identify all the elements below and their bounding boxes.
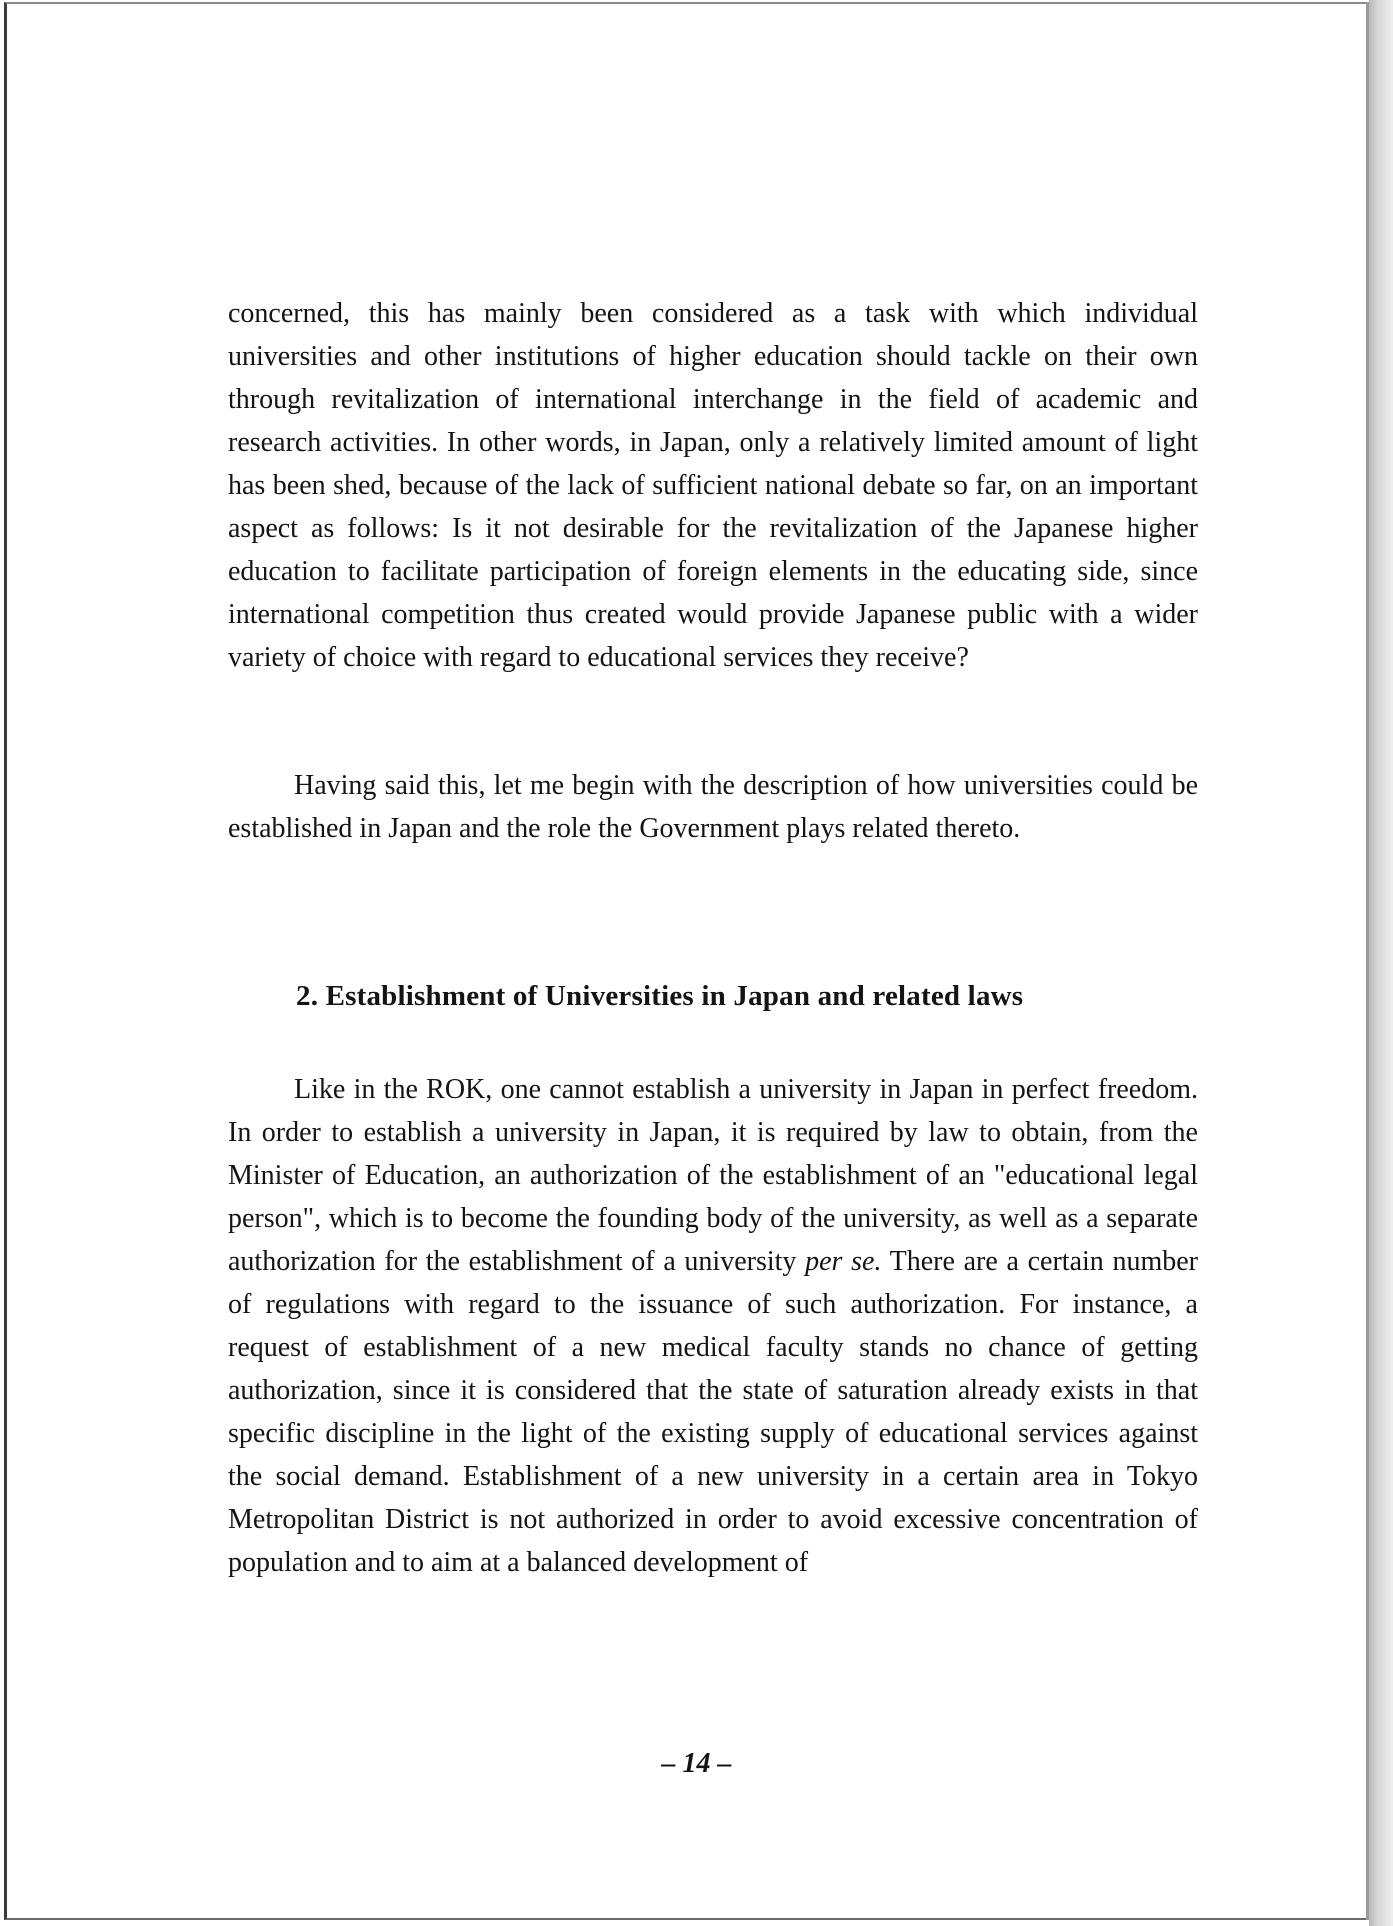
document-page — [4, 2, 1370, 1920]
body-paragraph-3 — [228, 1068, 1198, 1584]
page-number: – 14 – — [661, 1748, 732, 1779]
section-heading: 2. Establishment of Universities in Japan and related laws — [296, 980, 1024, 1012]
paragraph-3-text-a: Like in the ROK, one cannot establish a university in Japan in perfect freedom. In order to establish a university in Japan, it is required by law to obtain, from the Minister of Education, an authorization of the establishment of an "educational legal person", which is to become the founding body of the university, as well as a separate authorization for the establishment of a university — [228, 1074, 1198, 1277]
page-shadow — [1369, 0, 1393, 1926]
body-paragraph-1: concerned, this has mainly been considered as a task with which individual universities and other institutions of higher education should tackle on their own through revitalization of international interchange in the field of academic and research activities. In other words, in Japan, only a relatively limited amount of light has been shed, because of the lack of sufficient national debate so far, on an important aspect as follows: Is it not desirable for the revitalization of the Japanese higher education to facilitate participation of foreign elements in the educating side, since international competition thus created would provide Japanese public with a wider variety of choice with regard to educational services they receive? — [228, 298, 1198, 673]
paragraph-3-text-b: There are a certain number of regulations with regard to the issuance of such authorization. For instance, a request of establishment of a new medical faculty stands no chance of getting authorization, since it is considered that the state of saturation already exists in that specific discipline in the light of the existing supply of educational services against the social demand. Establishment of a new university in a certain area in Tokyo Metropolitan District is not authorized in order to avoid excessive concentration of population and to aim at a balanced development of — [228, 1246, 1198, 1578]
body-paragraph-2: Having said this, let me begin with the description of how universities could be established in Japan and the role the Government plays related thereto. — [228, 770, 1198, 844]
paragraph-3-italic-term: per se. — [805, 1246, 882, 1277]
